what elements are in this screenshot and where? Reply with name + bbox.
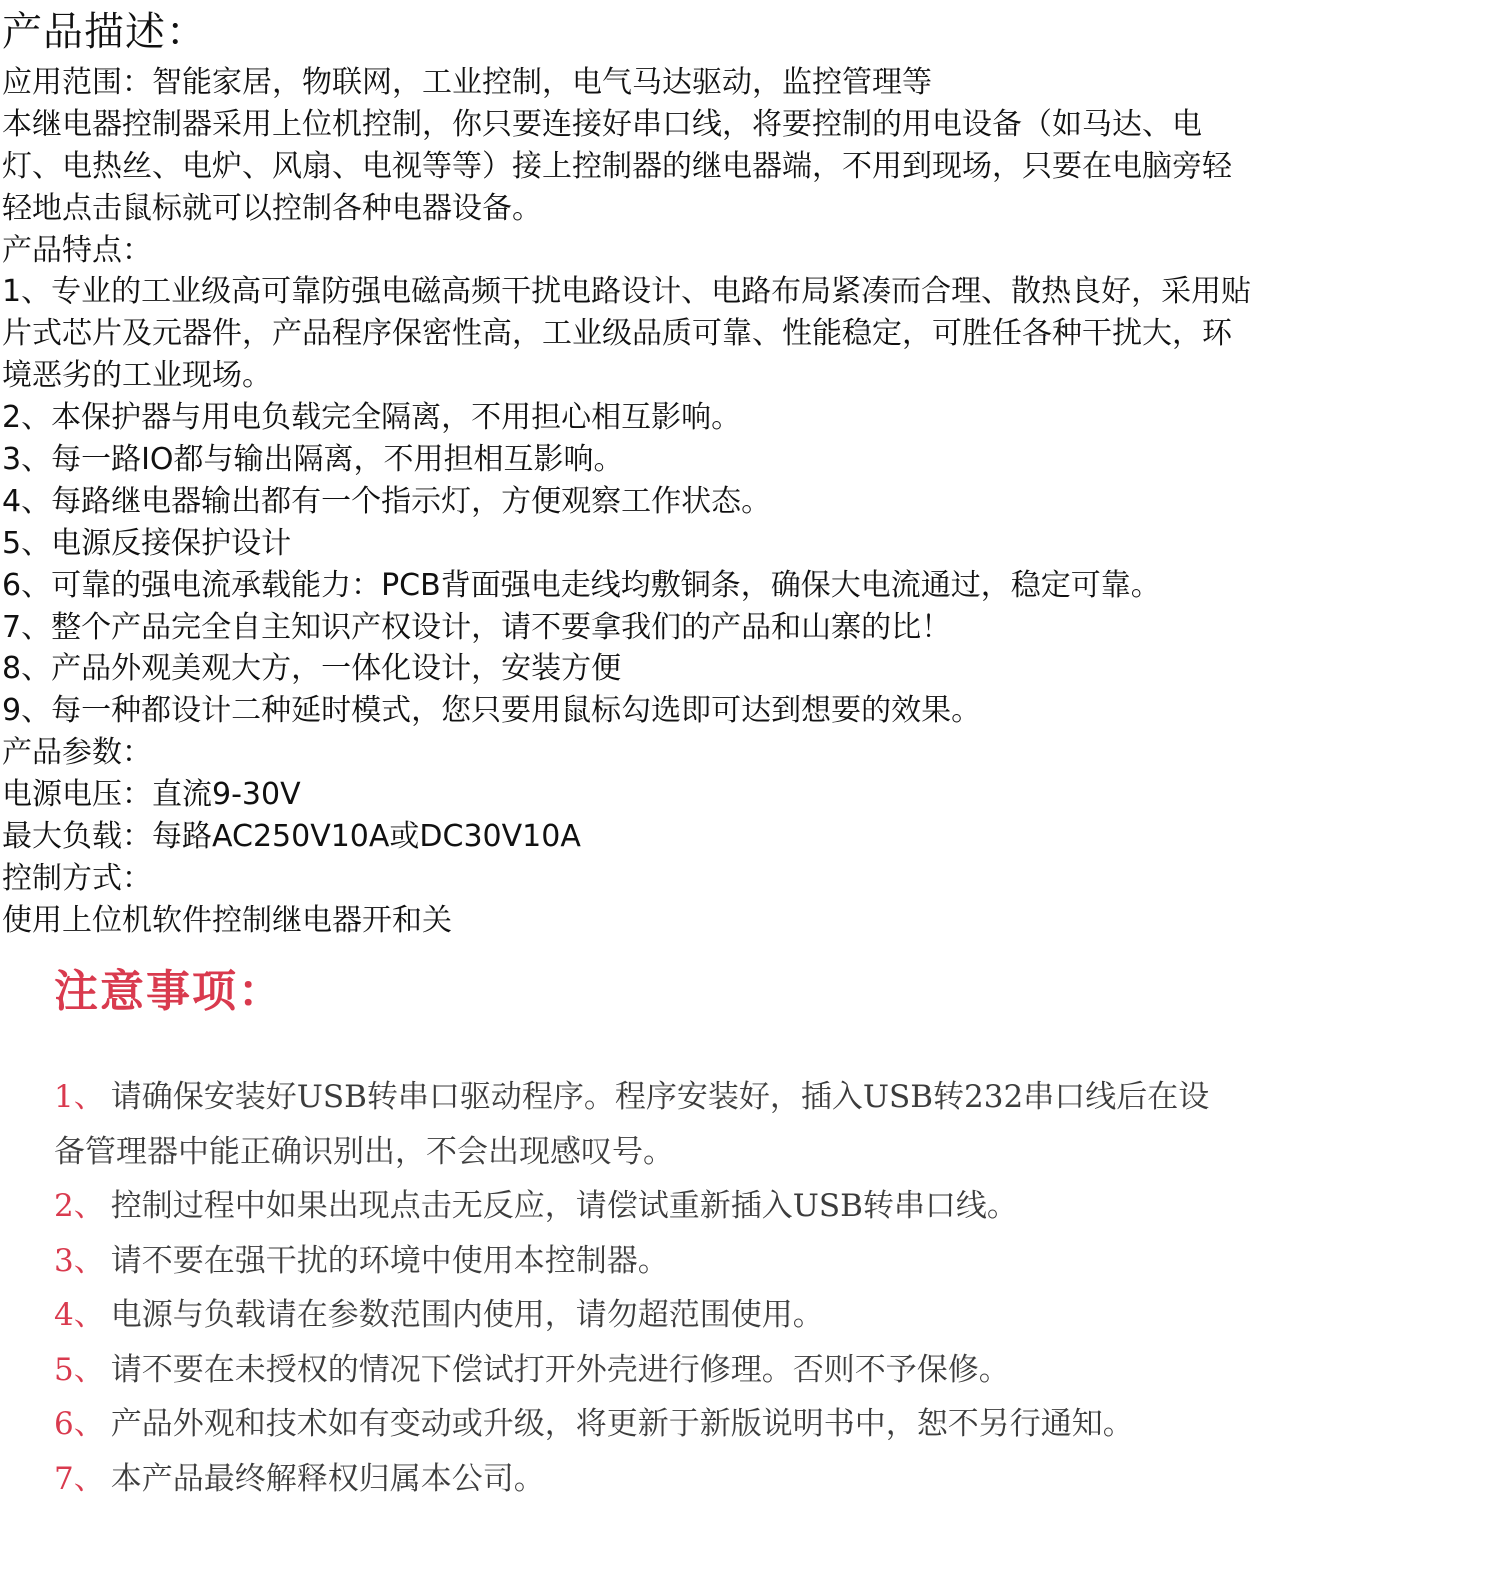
section-heading-features: 产品特点： — [2, 232, 152, 268]
note-text: 控制过程中如果出现点击无反应，请偿试重新插入USB转串口线。 — [110, 1188, 1018, 1224]
note-text: 请不要在强干扰的环境中使用本控制器。 — [110, 1242, 669, 1279]
note-number: 1、 — [54, 1079, 105, 1115]
note-item — [54, 1397, 1454, 1452]
feature-line: 5、电源反接保护设计 — [2, 525, 292, 561]
note-item — [54, 1125, 1454, 1180]
note-text: 产品外观和技术如有变动或升级，将更新于新版说明书中，恕不另行通知。 — [110, 1406, 1134, 1442]
note-number: 5、 — [54, 1351, 105, 1388]
text-line: 轻地点击鼠标就可以控制各种电器设备。 — [2, 190, 542, 226]
note-item — [54, 1343, 1454, 1398]
feature-line: 7、整个产品完全自主知识产权设计，请不要拿我们的产品和山寨的比！ — [2, 609, 952, 645]
note-number: 6、 — [54, 1406, 105, 1442]
feature-line: 3、每一路IO都与输出隔离，不用担相互影响。 — [2, 442, 624, 478]
note-item — [54, 1070, 1454, 1125]
feature-line: 8、产品外观美观大方，一体化设计，安装方便 — [2, 651, 622, 687]
description-title: 产品描述： — [2, 9, 207, 55]
notes-title: 注意事项： — [54, 966, 284, 1017]
note-item — [54, 1452, 1454, 1507]
control-line: 使用上位机软件控制继电器开和关 — [2, 902, 452, 938]
note-number: 4、 — [54, 1297, 105, 1333]
text-line: 本继电器控制器采用上位机控制，你只要连接好串口线，将要控制的用电设备（如马达、电 — [2, 106, 1202, 142]
section-heading-control: 控制方式： — [2, 860, 152, 896]
note-text: 本产品最终解释权归属本公司。 — [110, 1460, 545, 1497]
section-heading-parameters: 产品参数： — [2, 735, 152, 771]
description-lines — [2, 62, 1422, 942]
text-line: 灯、电热丝、电炉、风扇、电视等等）接上控制器的继电器端，不用到现场，只要在电脑旁轻 — [2, 148, 1232, 184]
note-number: 7、 — [54, 1460, 105, 1497]
note-item — [54, 1179, 1454, 1234]
note-number: 2、 — [54, 1188, 105, 1224]
text-line: 应用范围：智能家居，物联网，工业控制，电气马达驱动，监控管理等 — [2, 65, 932, 100]
feature-line: 片式芯片及元器件，产品程序保密性高，工业级品质可靠、性能稳定，可胜任各种干扰大，环 — [2, 316, 1232, 352]
note-item — [54, 1234, 1454, 1289]
note-number: 3、 — [54, 1242, 105, 1279]
note-text: 请确保安装好USB转串口驱动程序。程序安装好，插入USB转232串口线后在设 — [110, 1079, 1210, 1115]
notes-list — [54, 1070, 1454, 1506]
feature-line: 2、本保护器与用电负载完全隔离，不用担心相互影响。 — [2, 400, 742, 436]
feature-line: 1、专业的工业级高可靠防强电磁高频干扰电路设计、电路布局紧凑而合理、散热良好，采用贴 — [2, 274, 1252, 310]
feature-line: 6、可靠的强电流承载能力：PCB背面强电走线均敷铜条，确保大电流通过，稳定可靠。 — [2, 567, 1161, 603]
feature-line: 9、每一种都设计二种延时模式，您只要用鼠标勾选即可达到想要的效果。 — [2, 693, 982, 729]
note-text: 备管理器中能正确识别出，不会出现感叹号。 — [54, 1133, 674, 1170]
note-text: 请不要在未授权的情况下偿试打开外壳进行修理。否则不予保修。 — [110, 1351, 1010, 1388]
note-item — [54, 1288, 1454, 1343]
parameter-line: 电源电压：直流9-30V — [2, 777, 301, 813]
feature-line: 境恶劣的工业现场。 — [2, 358, 272, 394]
note-text: 电源与负载请在参数范围内使用，请勿超范围使用。 — [110, 1297, 824, 1333]
parameter-line: 最大负载：每路AC250V10A或DC30V10A — [2, 819, 581, 855]
feature-line: 4、每路继电器输出都有一个指示灯，方便观察工作状态。 — [2, 483, 772, 519]
